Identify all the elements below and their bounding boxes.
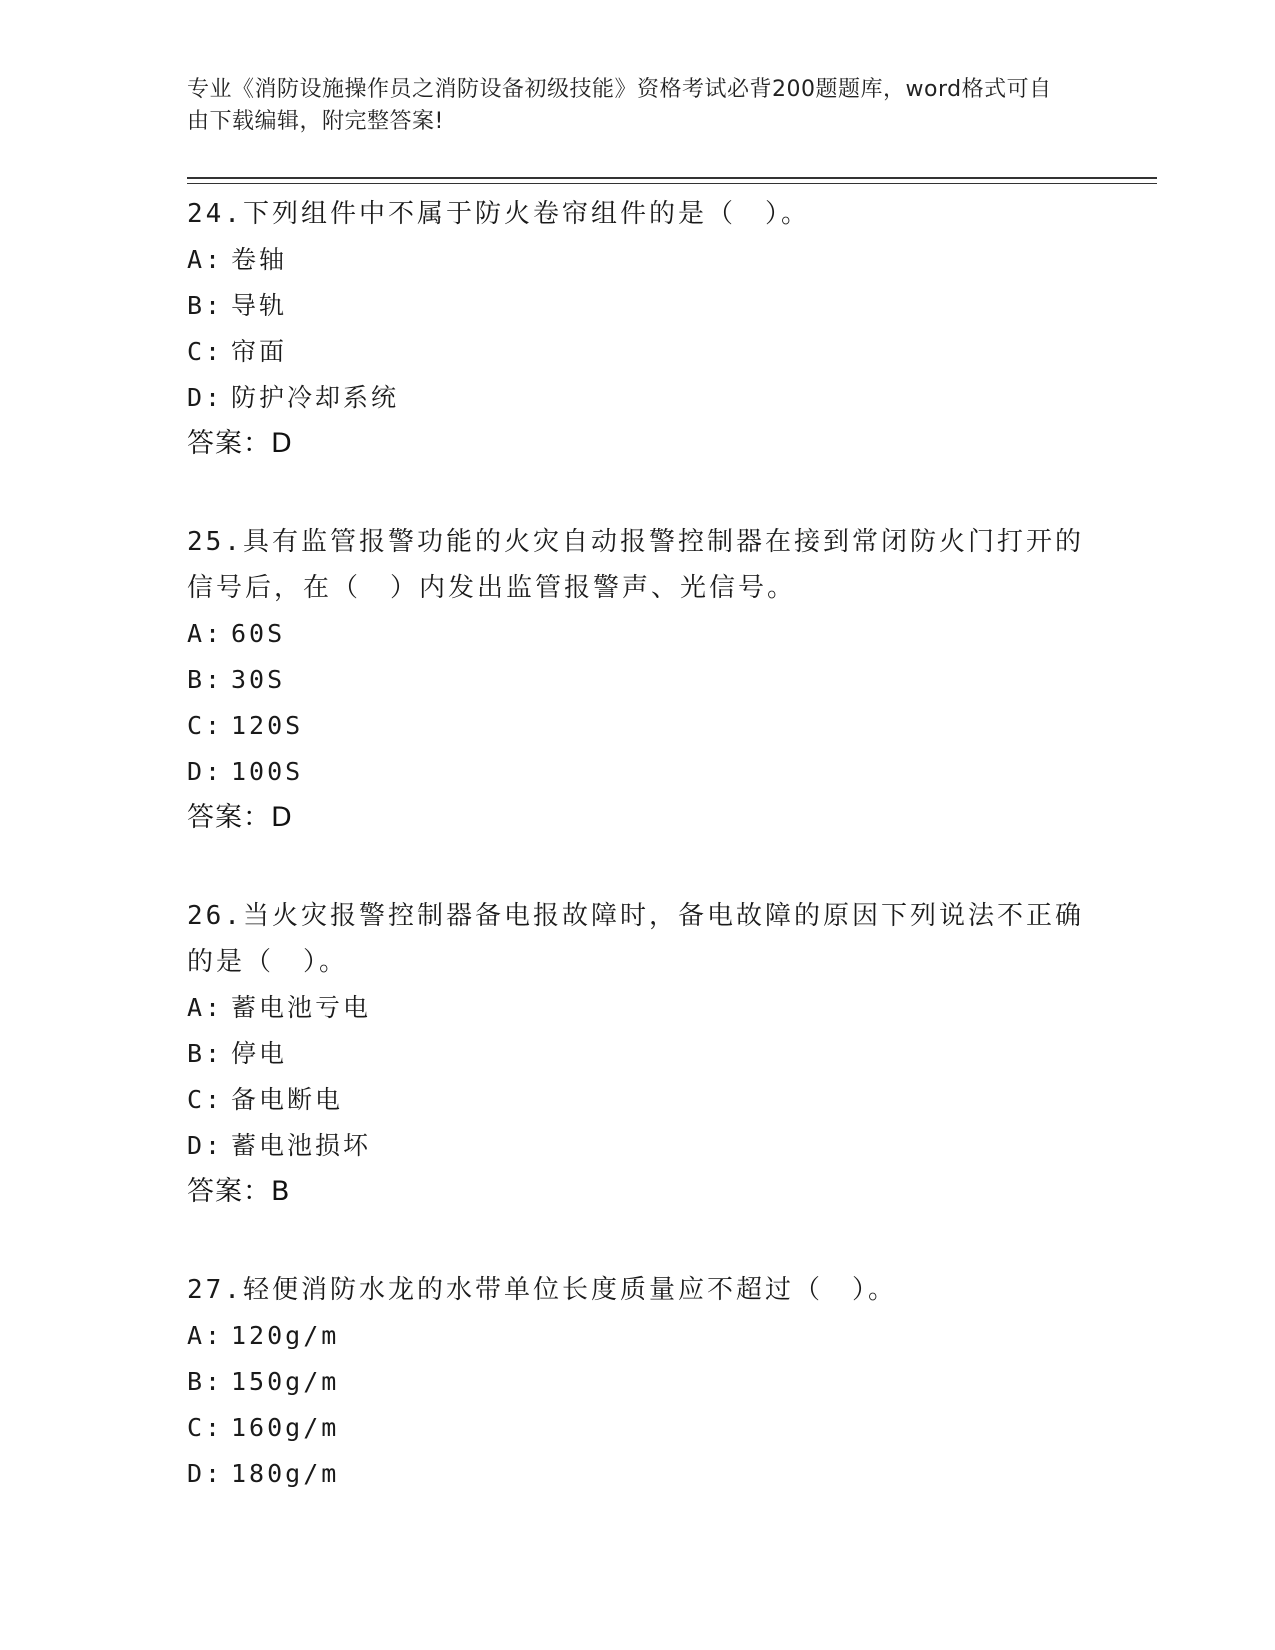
option-text: 备电断电 bbox=[231, 1085, 344, 1114]
option-a bbox=[187, 237, 1087, 283]
option-text: 30S bbox=[231, 665, 286, 694]
option-text: 导轨 bbox=[231, 291, 288, 320]
option-d bbox=[187, 375, 1087, 421]
option-a bbox=[187, 985, 1087, 1031]
option-key: A: bbox=[187, 245, 224, 274]
option-key: B: bbox=[187, 665, 224, 694]
option-text: 卷轴 bbox=[231, 245, 288, 274]
option-key: D: bbox=[187, 757, 224, 786]
option-text: 120g/m bbox=[231, 1321, 340, 1350]
question-stem: 24.下列组件中不属于防火卷帘组件的是（ ）。 bbox=[187, 199, 810, 229]
question-24 bbox=[187, 191, 1087, 467]
option-key: C: bbox=[187, 1413, 224, 1442]
option-text: 蓄电池亏电 bbox=[231, 993, 372, 1022]
option-text: 100S bbox=[231, 757, 304, 786]
option-d bbox=[187, 1451, 1087, 1497]
question-stem: 26.当火灾报警控制器备电报故障时，备电故障的原因下列说法不正确的是（ ）。 bbox=[187, 901, 1084, 977]
option-text: 120S bbox=[231, 711, 304, 740]
option-c bbox=[187, 329, 1087, 375]
question-27 bbox=[187, 1267, 1087, 1497]
option-text: 防护冷却系统 bbox=[231, 383, 400, 412]
option-text: 150g/m bbox=[231, 1367, 340, 1396]
option-key: A: bbox=[187, 1321, 224, 1350]
option-b bbox=[187, 283, 1087, 329]
answer-line: 答案：D bbox=[187, 428, 293, 459]
document-header: 专业《消防设施操作员之消防设备初级技能》资格考试必背200题题库，word格式可自由下载编辑，附完整答案! bbox=[187, 77, 1052, 134]
option-key: C: bbox=[187, 337, 224, 366]
option-key: C: bbox=[187, 711, 224, 740]
option-a bbox=[187, 1313, 1087, 1359]
option-key: B: bbox=[187, 291, 224, 320]
option-c bbox=[187, 1077, 1087, 1123]
question-stem: 27.轻便消防水龙的水带单位长度质量应不超过（ ）。 bbox=[187, 1275, 897, 1305]
option-key: A: bbox=[187, 993, 224, 1022]
option-text: 蓄电池损坏 bbox=[231, 1131, 372, 1160]
header-divider-thin bbox=[187, 183, 1157, 184]
header-divider-thick bbox=[187, 177, 1157, 179]
option-b bbox=[187, 1031, 1087, 1077]
option-key: D: bbox=[187, 383, 224, 412]
option-c bbox=[187, 1405, 1087, 1451]
option-c bbox=[187, 703, 1087, 749]
option-text: 160g/m bbox=[231, 1413, 340, 1442]
option-key: A: bbox=[187, 619, 224, 648]
question-list bbox=[187, 191, 1087, 1549]
option-text: 帘面 bbox=[231, 337, 288, 366]
answer-line: 答案：B bbox=[187, 1176, 291, 1207]
answer-line: 答案：D bbox=[187, 802, 293, 833]
option-key: C: bbox=[187, 1085, 224, 1114]
option-a bbox=[187, 611, 1087, 657]
option-key: D: bbox=[187, 1459, 224, 1488]
question-26 bbox=[187, 893, 1087, 1215]
option-text: 60S bbox=[231, 619, 286, 648]
option-key: D: bbox=[187, 1131, 224, 1160]
option-d bbox=[187, 749, 1087, 795]
option-key: B: bbox=[187, 1039, 224, 1068]
option-key: B: bbox=[187, 1367, 224, 1396]
option-b bbox=[187, 657, 1087, 703]
option-b bbox=[187, 1359, 1087, 1405]
option-text: 停电 bbox=[231, 1039, 288, 1068]
question-25 bbox=[187, 519, 1087, 841]
option-d bbox=[187, 1123, 1087, 1169]
option-text: 180g/m bbox=[231, 1459, 340, 1488]
question-stem: 25.具有监管报警功能的火灾自动报警控制器在接到常闭防火门打开的信号后，在（ ）内发出监管报警声、光信号。 bbox=[187, 527, 1084, 603]
